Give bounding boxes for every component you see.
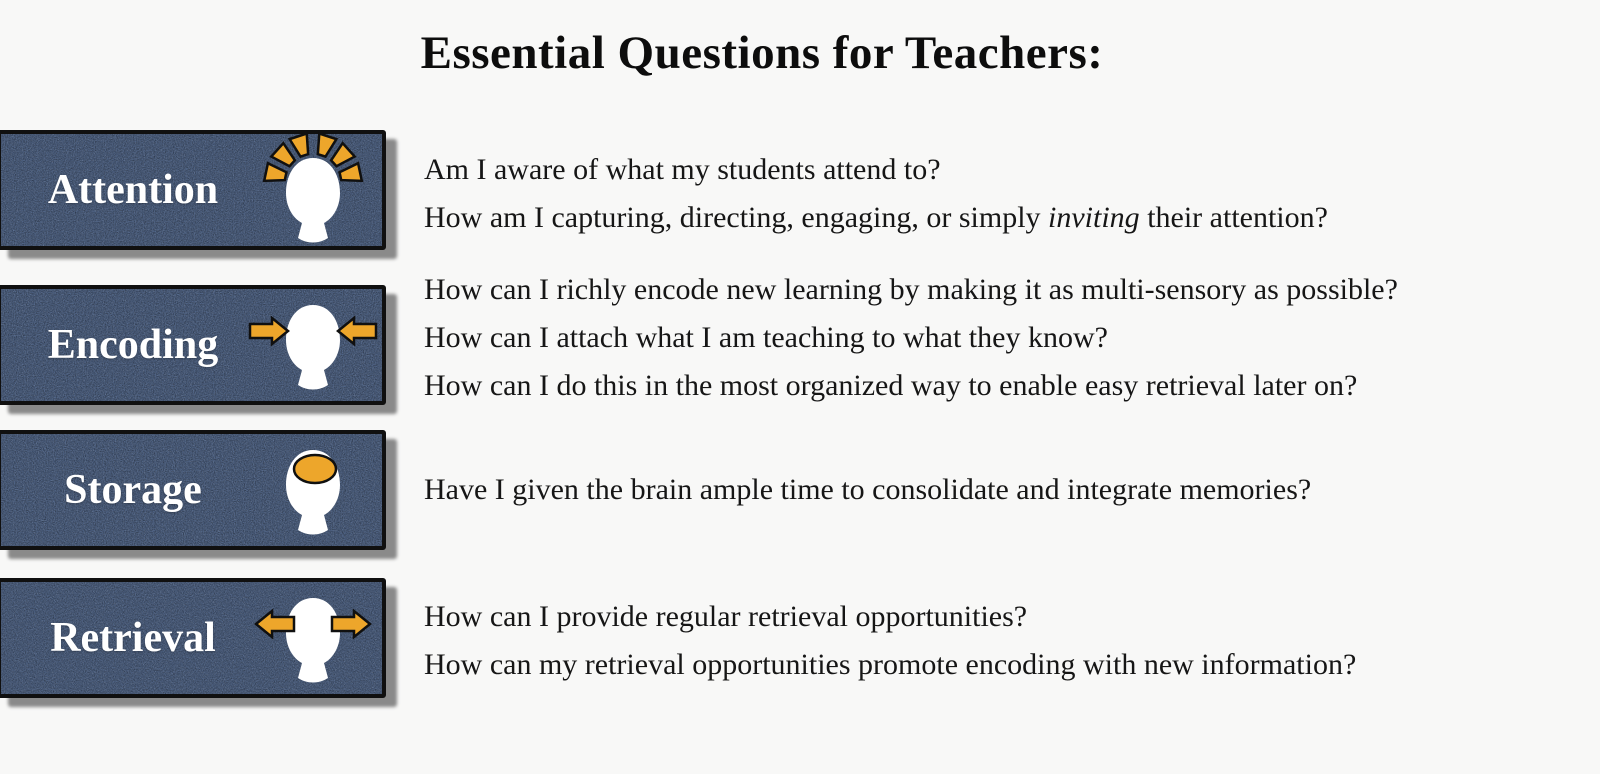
storage-filled-head-icon: [248, 432, 378, 550]
stage-box-encoding: [0, 285, 386, 405]
page-title: Essential Questions for Teachers:: [420, 27, 1104, 79]
stage-box-attention: [0, 130, 386, 250]
question-line: How can my retrieval opportunities promote encoding with new information?: [424, 648, 1357, 681]
questions-storage: [424, 466, 1311, 514]
encoding-arrows-in-head-icon: [248, 287, 378, 405]
arrow-in-right: [338, 318, 376, 344]
head-silhouette: [286, 598, 340, 683]
stored-memory-ellipse: [294, 455, 336, 483]
question-line: Am I aware of what my students attend to?: [424, 153, 941, 186]
question-line: Have I given the brain ample time to consolidate and integrate memories?: [424, 473, 1312, 506]
questions-attention: [424, 146, 1328, 242]
stage-box-retrieval: [0, 578, 386, 698]
stage-label-retrieval: Retrieval: [50, 615, 216, 661]
question-line: How am I capturing, directing, engaging, or simply inviting their attention?: [424, 201, 1328, 234]
stage-label-attention: Attention: [47, 167, 219, 213]
question-line: How can I provide regular retrieval opportunities?: [424, 600, 1028, 633]
question-line: How can I richly encode new learning by making it as multi-sensory as possible?: [424, 273, 1398, 306]
head-silhouette: [286, 305, 340, 390]
question-line: How can I do this in the most organized way to enable easy retrieval later on?: [424, 369, 1358, 402]
questions-encoding: [424, 266, 1398, 410]
retrieval-arrows-out-head-icon: [248, 580, 378, 698]
attention-rays-head-icon: [248, 132, 378, 250]
arrow-in-left: [250, 318, 288, 344]
stage-box-storage: [0, 430, 386, 550]
question-line: How can I attach what I am teaching to what they know?: [424, 321, 1108, 354]
stage-label-storage: Storage: [64, 467, 202, 513]
head-silhouette: [286, 158, 340, 243]
questions-retrieval: [424, 593, 1356, 689]
stage-label-encoding: Encoding: [47, 322, 219, 368]
